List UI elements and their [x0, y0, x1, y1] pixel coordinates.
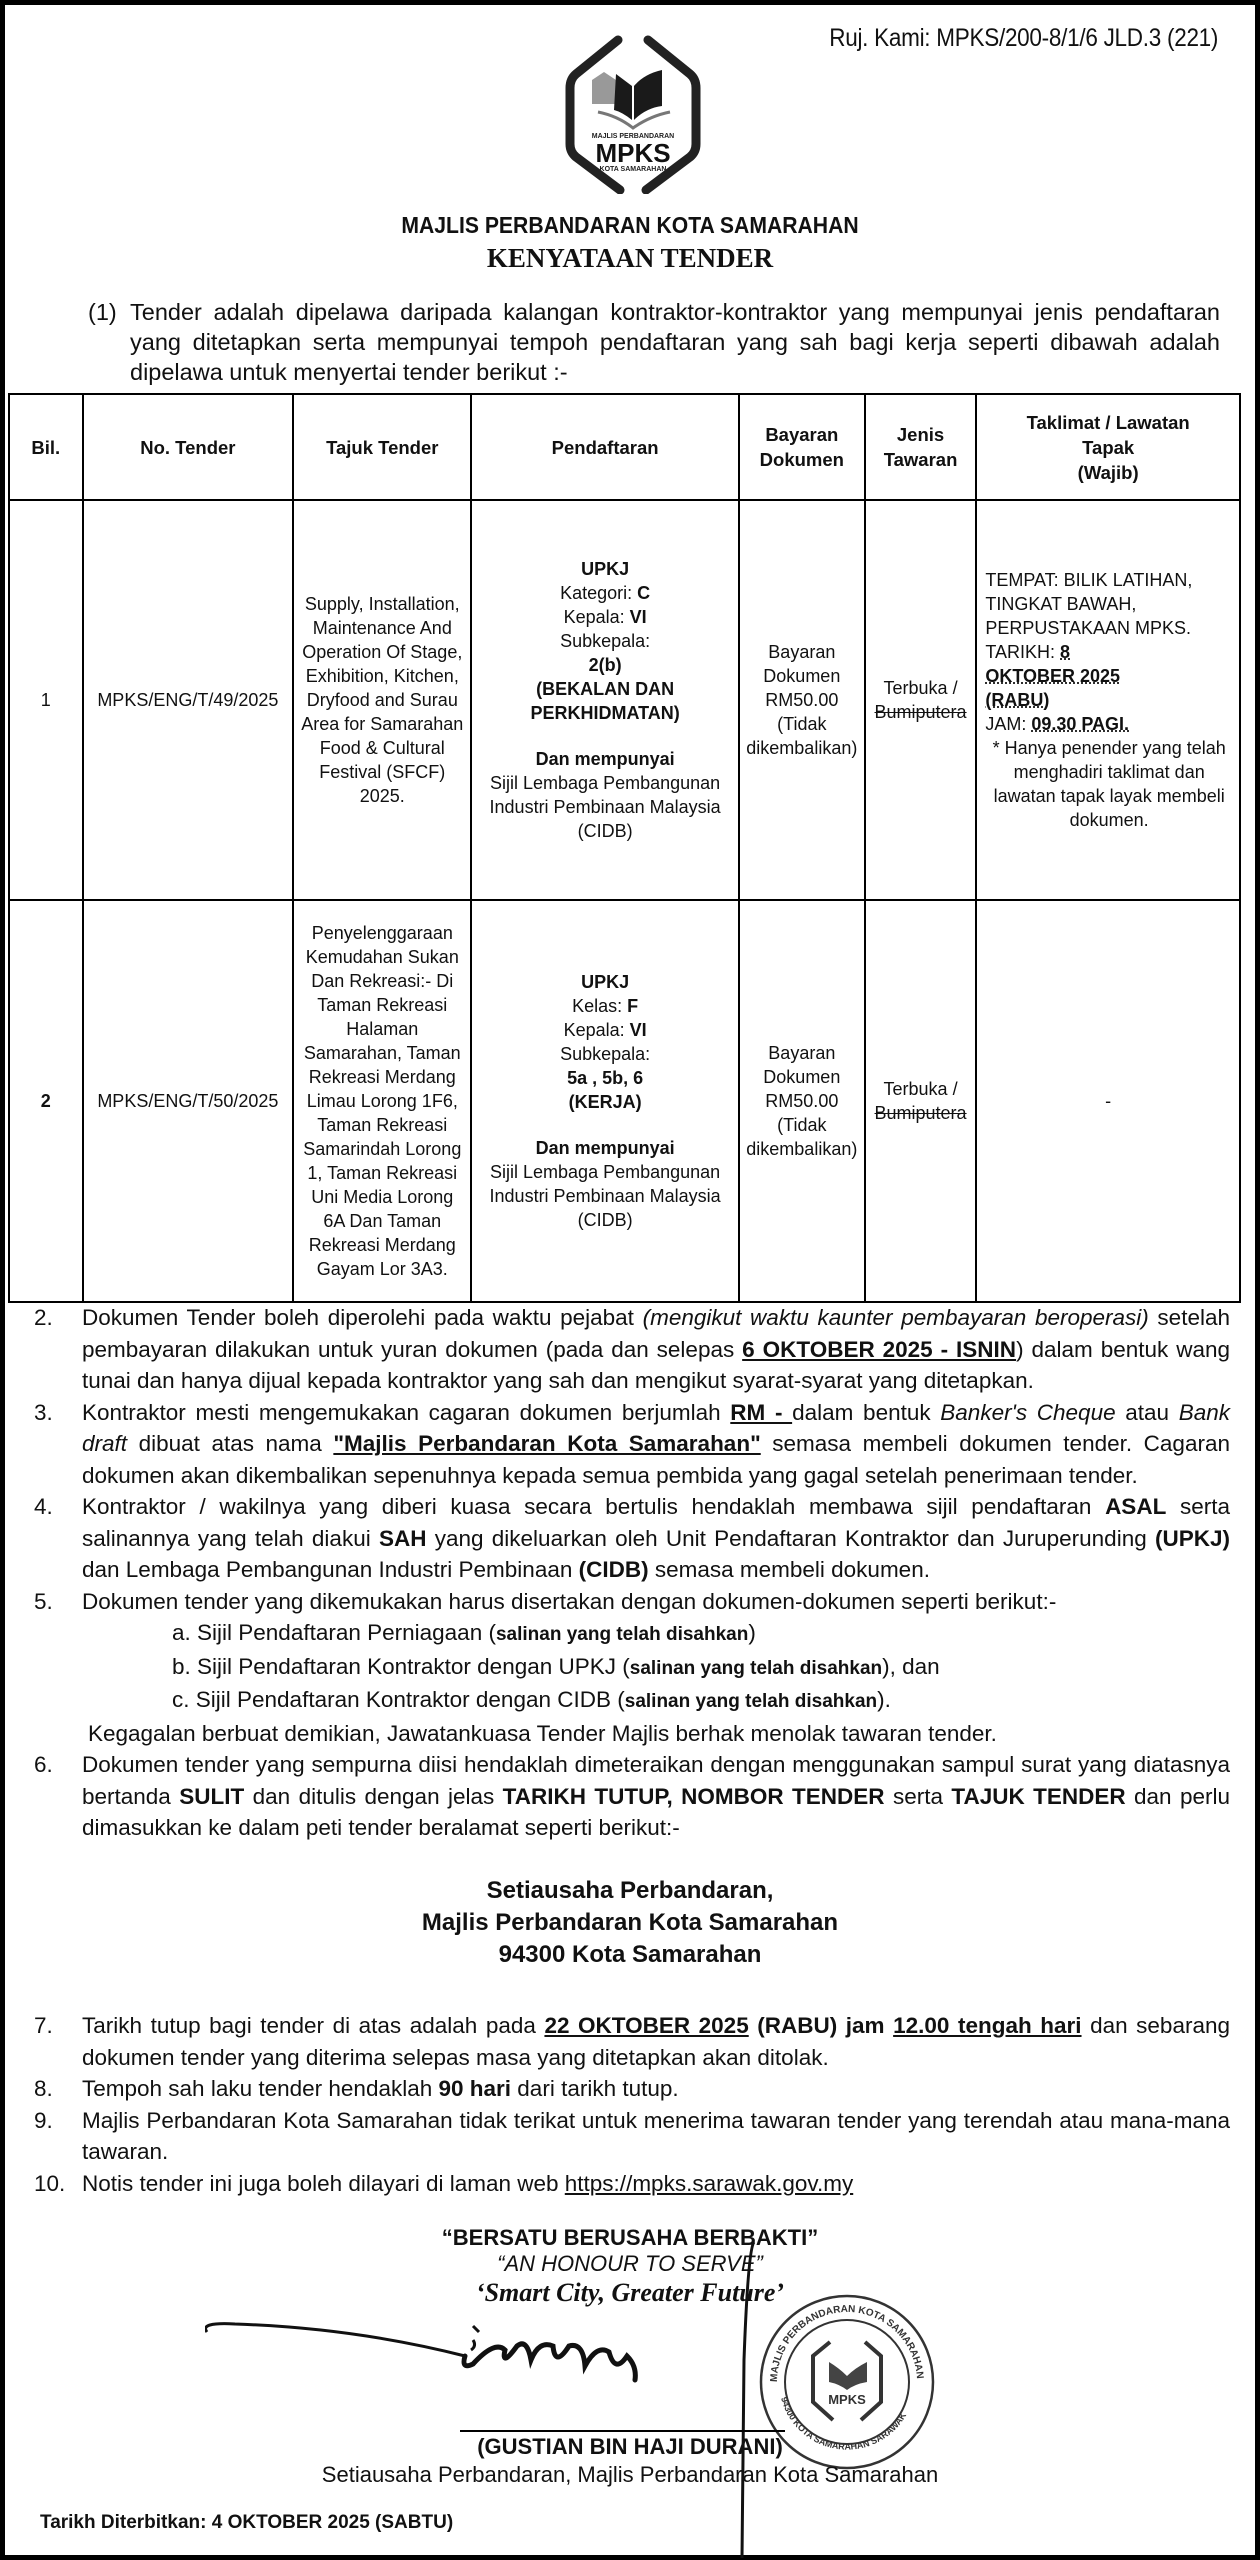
cell-bayaran: Bayaran Dokumen RM50.00 (Tidak dikembalikan): [739, 500, 865, 900]
clause-5-failure: Kegagalan berbuat demikian, Jawatankuasa Tender Majlis berhak menolak tawaran tender.: [88, 1720, 997, 1746]
signer-title: Setiausaha Perbandaran, Majlis Perbandaran Kota Samarahan: [321, 2462, 939, 2487]
slogan-malay: “BERSATU BERUSAHA BERBAKTI”: [441, 2225, 819, 2250]
tender-table: [8, 393, 1241, 1303]
header-jenis: Jenis Tawaran: [865, 394, 977, 500]
clause-2: 2. Dokumen Tender boleh diperolehi pada waktu pejabat (mengikut waktu kaunter pembayaran beroperasi) setelah pembayaran dilakukan untuk yuran dokumen (pada dan selepas 6 OKTOBER 2025 - ISNIN) dalam bentuk wang tunai dan hanya dijual kepada kontraktor yang sah dan mengikut syarat-syarat yang ditetapkan.: [34, 1305, 1230, 1393]
slogan-tagline: ‘Smart City, Greater Future’: [475, 2278, 785, 2307]
cell-taklimat: TEMPAT: BILIK LATIHAN, TINGKAT BAWAH, PERPUSTAKAAN MPKS. TARIKH: 8 OKTOBER 2025 (RABU) JAM: 09.30 PAGI. * Hanya penender yang telah menghadiri taklimat dan lawatan tapak layak membeli dokumen.: [976, 500, 1240, 900]
slogans: [0, 2225, 1260, 2309]
issue-date: Tarikh Diterbitkan: 4 OKTOBER 2025 (SABTU): [40, 2512, 454, 2533]
svg-text:MPKS: MPKS: [595, 138, 671, 168]
intro-text: Tender adalah dipelawa daripada kalangan kontraktor-kontraktor yang mempunyai jenis pendaftaran yang ditetapkan serta mempunyai tempoh pendaftaran yang sah bagi kerja seperti dibawah adalah dipelawa untuk menyertai tender berikut :-: [130, 299, 1220, 385]
intro-paragraph: [88, 297, 1220, 387]
svg-text:MAJLIS PERBANDARAN: MAJLIS PERBANDARAN: [591, 133, 675, 140]
cell-tajuk: Supply, Installation, Maintenance And Operation Of Stage, Exhibition, Kitchen, Dryfood and Surau Area for Samarahan Food & Cultural Festival (SFCF) 2025.: [293, 500, 471, 900]
signature-icon: [205, 2320, 645, 2390]
cell-bil: 2: [9, 900, 83, 1302]
clause-5-sub-b: b. Sijil Pendaftaran Kontraktor dengan UPKJ (salinan yang telah disahkan), dan: [172, 1653, 940, 1679]
clause-3: 3. Kontraktor mesti mengemukakan cagaran dokumen berjumlah RM - dalam bentuk Banker's Cheque atau Bank draft dibuat atas nama "Majlis Perbandaran Kota Samarahan" semasa membeli dokumen tender. Cagaran dokumen akan dikembalikan sepenuhnya kepada semua pembida yang gagal setelah penerimaan tender.: [34, 1399, 1231, 1488]
cell-pendaftaran: UPKJ Kelas: F Kepala: VI Subkepala: 5a , 5b, 6 (KERJA) Dan mempunyai Sijil Lembaga Pembangunan Industri Pembinaan Malaysia (CIDB): [471, 900, 739, 1302]
cell-no-tender: MPKS/ENG/T/50/2025: [83, 900, 294, 1302]
header-no-tender: No. Tender: [83, 394, 294, 500]
reference-number: Ruj. Kami: MPKS/200-8/1/6 JLD.3 (221): [829, 24, 1218, 52]
cell-taklimat: -: [976, 900, 1240, 1302]
cell-bayaran: Bayaran Dokumen RM50.00 (Tidak dikembalikan): [739, 900, 865, 1302]
svg-text:94300 KOTA SAMARAHAN SARAWAK: 94300 KOTA SAMARAHAN SARAWAK: [779, 2395, 909, 2452]
cell-tajuk: Penyelenggaraan Kemudahan Sukan Dan Rekreasi:- Di Taman Rekreasi Halaman Samarahan, Taman Rekreasi Merdang Limau Lorong 1F6, Taman Rekreasi Samarindah Lorong 1, Taman Rekreasi Uni Media Lorong 6A Dan Taman Rekreasi Merdang Gayam Lor 3A3.: [293, 900, 471, 1302]
clause-5: 5. Dokumen tender yang dikemukakan harus disertakan dengan dokumen-dokumen seperti berikut:-: [34, 1588, 1057, 1614]
clause-5-sub-c: c. Sijil Pendaftaran Kontraktor dengan CIDB (salinan yang telah disahkan).: [172, 1687, 891, 1712]
clauses-2-to-6: [30, 1302, 1230, 1844]
page-title: KENYATAAN TENDER: [486, 243, 774, 273]
svg-text:KOTA SAMARAHAN: KOTA SAMARAHAN: [599, 166, 667, 173]
clause-10: 10. Notis tender ini juga boleh dilayari di laman web https://mpks.sarawak.gov.my: [34, 2170, 854, 2196]
header-bayaran: Bayaran Dokumen: [739, 394, 865, 500]
svg-text:MAJLIS PERBANDARAN KOTA SAMARA: MAJLIS PERBANDARAN KOTA SAMARAHAN: [768, 2303, 925, 2383]
mpks-logo-icon: [558, 34, 708, 194]
clause-9: 9. Majlis Perbandaran Kota Samarahan tidak terikat untuk menerima tawaran tender yang terendah atau mana-mana tawaran.: [34, 2107, 1230, 2164]
cell-jenis: Terbuka / Bumiputera: [865, 900, 977, 1302]
table-header-row: [9, 394, 1240, 500]
website-link[interactable]: https://mpks.sarawak.gov.my: [564, 2170, 854, 2196]
cell-bil: 1: [9, 500, 83, 900]
header-tajuk: Tajuk Tender: [293, 394, 471, 500]
organization-name: MAJLIS PERBANDARAN KOTA SAMARAHAN: [401, 212, 859, 238]
clause-8: 8. Tempoh sah laku tender hendaklah 90 hari dari tarikh tutup.: [34, 2076, 679, 2101]
clauses-7-to-10: [30, 2010, 1230, 2199]
tender-box-address: Setiausaha Perbandaran, Majlis Perbandaran Kota Samarahan 94300 Kota Samarahan: [421, 1877, 839, 1968]
cell-pendaftaran: UPKJ Kategori: C Kepala: VI Subkepala: 2(b) (BEKALAN DAN PERKHIDMATAN) Dan mempunyai Sijil Lembaga Pembangunan Industri Pembinaan Malaysia (CIDB): [471, 500, 739, 900]
signer-name: (GUSTIAN BIN HAJI DURANI): [477, 2434, 783, 2459]
table-row: [9, 500, 1240, 900]
clause-7: 7. Tarikh tutup bagi tender di atas adalah pada 22 OKTOBER 2025 (RABU) jam 12.00 tengah hari dan sebarang dokumen tender yang diterima selepas masa yang ditetapkan akan ditolak.: [34, 2013, 1230, 2070]
cell-no-tender: MPKS/ENG/T/49/2025: [83, 500, 294, 900]
header-pendaftaran: Pendaftaran: [471, 394, 739, 500]
signature-line: [460, 2430, 785, 2432]
clause-4: 4. Kontraktor / wakilnya yang diberi kuasa secara bertulis hendaklah membawa sijil pendaftaran ASAL serta salinannya yang telah diakui SAH yang dikeluarkan oleh Unit Pendaftaran Kontraktor dan Juruperunding (UPKJ) dan Lembaga Pembangunan Industri Pembinaan (CIDB) semasa membeli dokumen.: [34, 1494, 1230, 1582]
table-row: [9, 900, 1240, 1302]
clause-5-sub-a: a. Sijil Pendaftaran Perniagaan (salinan yang telah disahkan): [172, 1620, 756, 1645]
svg-text:MPKS: MPKS: [828, 2392, 866, 2407]
intro-number: (1): [88, 299, 117, 325]
header-taklimat: Taklimat / Lawatan Tapak (Wajib): [976, 394, 1240, 500]
clause-6: 6. Dokumen tender yang sempurna diisi hendaklah dimeteraikan dengan menggunakan sampul surat yang diatasnya bertanda SULIT dan ditulis dengan jelas TARIKH TUTUP, NOMBOR TENDER serta TAJUK TENDER dan perlu dimasukkan ke dalam peti tender beralamat seperti berikut:-: [34, 1752, 1231, 1840]
slogan-english: “AN HONOUR TO SERVE”: [497, 2251, 763, 2276]
pen-stroke-icon: [738, 2240, 758, 2560]
cell-jenis: Terbuka / Bumiputera: [865, 500, 977, 900]
header-bil: Bil.: [9, 394, 83, 500]
